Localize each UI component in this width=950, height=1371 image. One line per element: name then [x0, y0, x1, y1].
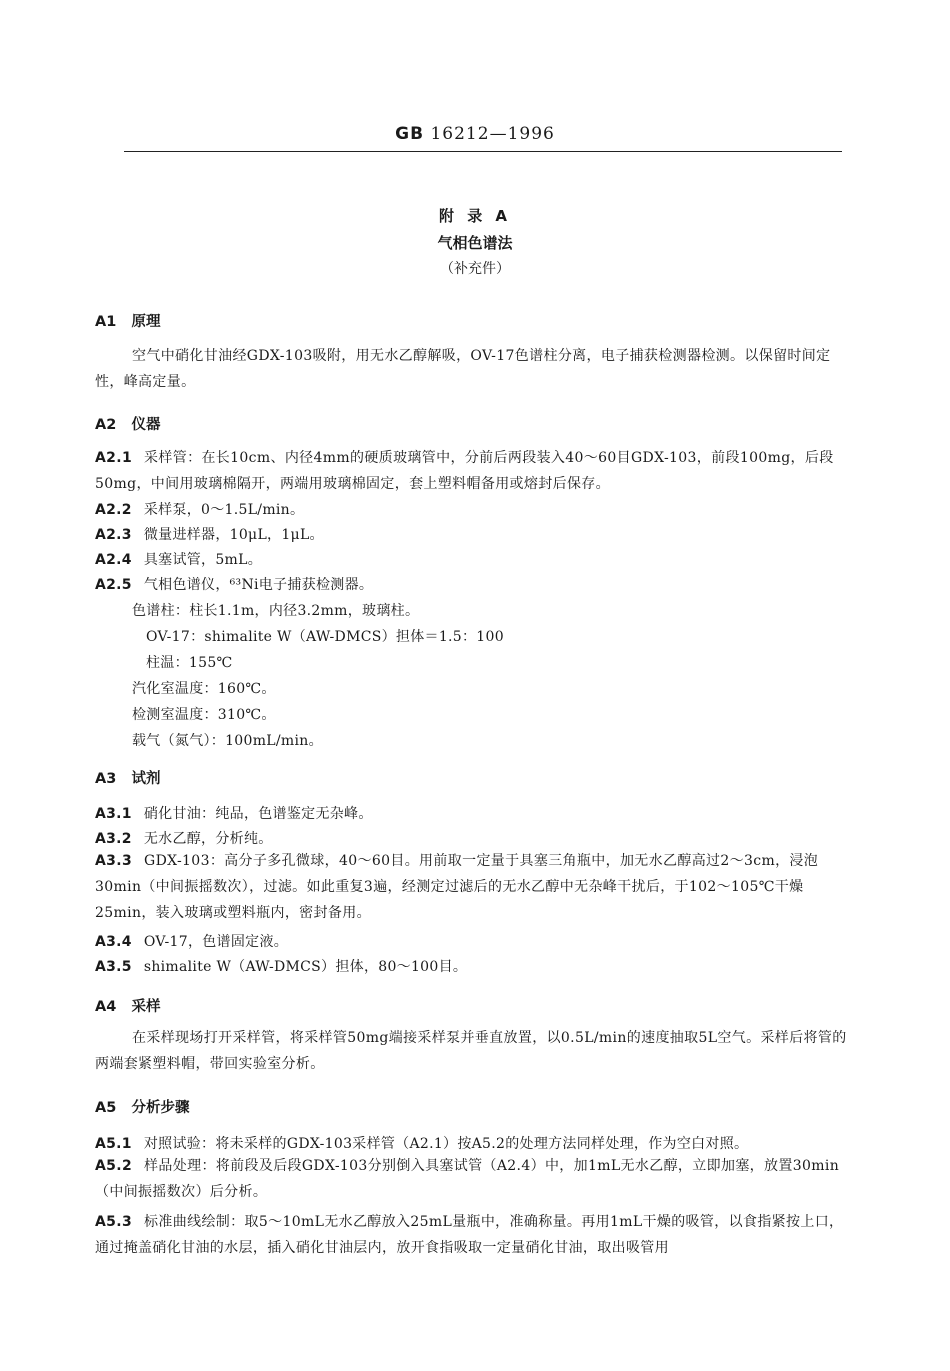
clause-text: 硝化甘油：纯品，色谱鉴定无杂峰。 — [143, 806, 373, 822]
clause-a2-3 — [95, 524, 324, 544]
clause-a3-3 — [95, 848, 847, 926]
section-title: 原理 — [131, 314, 161, 330]
clause-text: 采样管：在长10cm、内径4mm的硬质玻璃管中，分前后两段装入40～60目GDX-103，前段100mg，后段50mg，中间用玻璃棉隔开，两端用玻璃棉固定，套上塑料帽备用或熔封后保存。 — [95, 450, 834, 492]
page-header — [0, 124, 950, 144]
clause-text: 采样泵，0～1.5L/min。 — [143, 502, 305, 518]
vaporizer-temperature: 汽化室温度：160℃。 — [132, 681, 276, 697]
clause-a5-1 — [95, 1133, 748, 1153]
section-a1-heading — [95, 310, 160, 331]
clause-a5-2 — [95, 1153, 847, 1205]
clause-label: A3.1 — [95, 806, 132, 822]
detector-temperature: 检测室温度：310℃。 — [132, 707, 276, 723]
clause-label: A5.3 — [95, 1214, 133, 1230]
section-number: A3 — [95, 771, 117, 787]
clause-label: A2.4 — [95, 552, 132, 568]
clause-label: A2.2 — [95, 502, 132, 518]
clause-text: 标准曲线绘制：取5～10mL无水乙醇放入25mL量瓶中，准确称量。再用1mL干燥的吸管，以食指紧按上口，通过掩盖硝化甘油的水层，插入硝化甘油层内，放开食指吸取一定量硝化甘油，取出吸管用 — [95, 1214, 844, 1256]
clause-label: A3.2 — [95, 831, 132, 847]
clause-a3-1 — [95, 803, 373, 823]
clause-label: A3.4 — [95, 934, 132, 950]
clause-text: OV-17，色谱固定液。 — [143, 934, 289, 950]
column-spec: 色谱柱：柱长1.1m，内径3.2mm，玻璃柱。 — [132, 603, 420, 619]
carrier-gas: 载气（氮气）：100mL/min。 — [132, 733, 323, 749]
clause-text: 微量进样器，10μL，1μL。 — [143, 527, 324, 543]
clause-text: 气相色谱仪，⁶³Ni电子捕获检测器。 — [143, 577, 374, 593]
clause-label: A2.3 — [95, 527, 132, 543]
section-number: A4 — [95, 999, 117, 1015]
section-number: A1 — [95, 314, 117, 330]
clause-a5-3 — [95, 1209, 847, 1261]
clause-label: A2.1 — [95, 450, 133, 466]
clause-a2-5 — [95, 574, 373, 594]
standard-number: 16212—1996 — [430, 124, 555, 144]
appendix-title: 附 录 A — [438, 207, 512, 225]
clause-label: A3.3 — [95, 853, 133, 869]
clause-a2-1 — [95, 445, 847, 497]
clause-label: A5.2 — [95, 1158, 133, 1174]
section-title: 仪器 — [131, 417, 161, 433]
stationary-phase-spec: OV-17：shimalite W（AW-DMCS）担体＝1.5：100 — [146, 629, 504, 645]
clause-text: 具塞试管，5mL。 — [143, 552, 263, 568]
clause-a3-4 — [95, 931, 288, 951]
clause-label: A5.1 — [95, 1136, 132, 1152]
clause-a3-2 — [95, 828, 273, 848]
section-a5-heading — [95, 1096, 189, 1117]
section-a4-text: 在采样现场打开采样管，将采样管50mg端接采样泵并垂直放置，以0.5L/min的速度抽取5L空气。采样后将管的两端套紧塑料帽，带回实验室分析。 — [95, 1030, 847, 1072]
section-a1-text: 空气中硝化甘油经GDX-103吸附，用无水乙醇解吸，OV-17色谱柱分离，电子捕获检测器检测。以保留时间定性，峰高定量。 — [95, 348, 831, 390]
section-number: A2 — [95, 417, 117, 433]
clause-a2-2 — [95, 499, 304, 519]
section-number: A5 — [95, 1100, 117, 1116]
appendix-note: （补充件） — [440, 261, 510, 277]
clause-text: 对照试验：将未采样的GDX-103采样管（A2.1）按A5.2的处理方法同样处理，作为空白对照。 — [143, 1136, 749, 1152]
section-a2-heading — [95, 413, 160, 434]
header-rule — [124, 151, 842, 152]
section-title: 分析步骤 — [131, 1100, 190, 1116]
clause-label: A2.5 — [95, 577, 132, 593]
clause-text: 样品处理：将前段及后段GDX-103分别倒入具塞试管（A2.4）中，加1mL无水乙醇，立即加塞，放置30min（中间振摇数次）后分析。 — [95, 1158, 840, 1200]
standard-code: GB — [395, 124, 425, 144]
section-title: 试剂 — [131, 771, 161, 787]
clause-text: GDX-103：高分子多孔微球，40～60目。用前取一定量于具塞三角瓶中，加无水乙醇高过2～3cm，浸泡30min（中间振摇数次），过滤。如此重复3遍，经测定过滤后的无水乙醇中无杂峰干扰后，于102～105℃干燥25min，装入玻璃或塑料瓶内，密封备用。 — [95, 853, 819, 921]
section-a3-heading — [95, 767, 160, 788]
column-temperature: 柱温：155℃ — [146, 655, 233, 671]
appendix-subtitle: 气相色谱法 — [437, 234, 513, 252]
clause-text: shimalite W（AW-DMCS）担体，80～100目。 — [143, 959, 468, 975]
clause-label: A3.5 — [95, 959, 132, 975]
clause-text: 无水乙醇，分析纯。 — [143, 831, 273, 847]
section-a4-heading — [95, 995, 160, 1016]
section-title: 采样 — [131, 999, 161, 1015]
clause-a2-4 — [95, 549, 262, 569]
clause-a3-5 — [95, 956, 467, 976]
